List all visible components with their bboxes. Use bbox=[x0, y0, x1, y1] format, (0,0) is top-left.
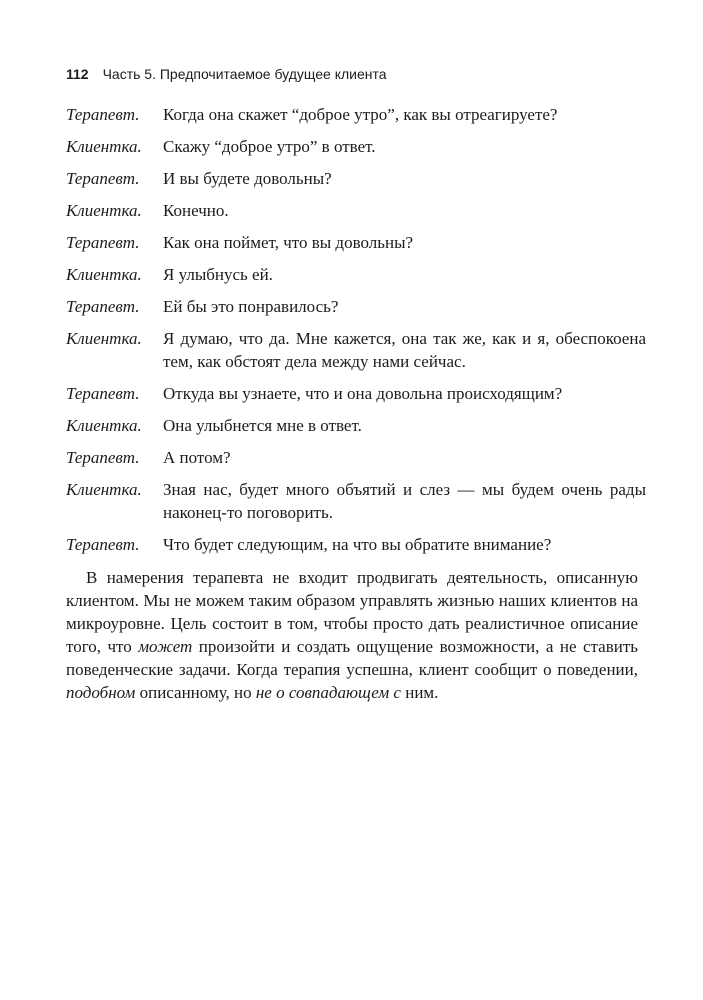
paragraph-text: описанному, но bbox=[135, 683, 256, 702]
dialogue-line bbox=[66, 533, 646, 556]
emphasis: подобном bbox=[66, 683, 136, 702]
utterance: Я улыбнусь ей. bbox=[163, 265, 273, 284]
speaker: Клиентка. bbox=[66, 416, 142, 435]
speaker: Терапевт. bbox=[66, 535, 140, 554]
dialogue-line bbox=[66, 103, 646, 126]
utterance: Конечно. bbox=[163, 201, 229, 220]
paragraph-text: произойти и создать ощущение возможности, а не ставить поведенческие задачи. Когда терапия успешна, клиент сообщит о поведении, bbox=[66, 637, 638, 679]
utterance: Когда она скажет “доброе утро”, как вы отреагируете? bbox=[163, 105, 558, 124]
dialogue-line bbox=[66, 167, 646, 190]
utterance: А потом? bbox=[163, 448, 231, 467]
utterance: Скажу “доброе утро” в ответ. bbox=[163, 137, 376, 156]
speaker: Терапевт. bbox=[66, 105, 140, 124]
chapter-title: Часть 5. Предпочитаемое будущее клиента bbox=[102, 66, 387, 82]
utterance: И вы будете довольны? bbox=[163, 169, 332, 188]
utterance: Она улыбнется мне в ответ. bbox=[163, 416, 362, 435]
speaker: Терапевт. bbox=[66, 169, 140, 188]
dialogue-line bbox=[66, 295, 646, 318]
dialogue-line bbox=[66, 263, 646, 286]
body-paragraph bbox=[66, 566, 638, 704]
speaker: Клиентка. bbox=[66, 265, 142, 284]
speaker: Клиентка. bbox=[66, 137, 142, 156]
speaker: Клиентка. bbox=[66, 329, 142, 348]
dialogue bbox=[66, 103, 646, 565]
utterance: Ей бы это понравилось? bbox=[163, 297, 339, 316]
emphasis: не о совпадающем с bbox=[255, 683, 401, 702]
utterance: Что будет следующим, на что вы обратите внимание? bbox=[163, 535, 552, 554]
dialogue-line bbox=[66, 327, 646, 373]
speaker: Терапевт. bbox=[66, 233, 140, 252]
dialogue-line bbox=[66, 231, 646, 254]
dialogue-line bbox=[66, 446, 646, 469]
dialogue-line bbox=[66, 382, 646, 405]
speaker: Клиентка. bbox=[66, 480, 142, 499]
paragraph-text: ним. bbox=[400, 683, 439, 702]
speaker: Терапевт. bbox=[66, 297, 140, 316]
dialogue-line bbox=[66, 135, 646, 158]
dialogue-line bbox=[66, 199, 646, 222]
emphasis: может bbox=[138, 637, 193, 656]
paragraph-text: В намерения терапевта не входит продвигать деятельность, описанную клиентом. Мы не можем таким образом управлять жизнью наших клиентов на микроуровне. Цель состоит в том, чтобы просто дать реалистичное описание того, что bbox=[66, 568, 638, 656]
utterance: Я думаю, что да. Мне кажется, она так же, как и я, обеспокоена тем, как обстоят дела между нами сейчас. bbox=[163, 329, 646, 371]
dialogue-line bbox=[66, 414, 646, 437]
page-number: 112 bbox=[66, 66, 89, 82]
speaker: Клиентка. bbox=[66, 201, 142, 220]
running-header bbox=[66, 66, 387, 82]
utterance: Зная нас, будет много объятий и слез — мы будем очень рады наконец-то поговорить. bbox=[163, 480, 646, 522]
utterance: Как она поймет, что вы довольны? bbox=[163, 233, 414, 252]
utterance: Откуда вы узнаете, что и она довольна происходящим? bbox=[163, 384, 563, 403]
speaker: Терапевт. bbox=[66, 448, 140, 467]
dialogue-line bbox=[66, 478, 646, 524]
speaker: Терапевт. bbox=[66, 384, 140, 403]
